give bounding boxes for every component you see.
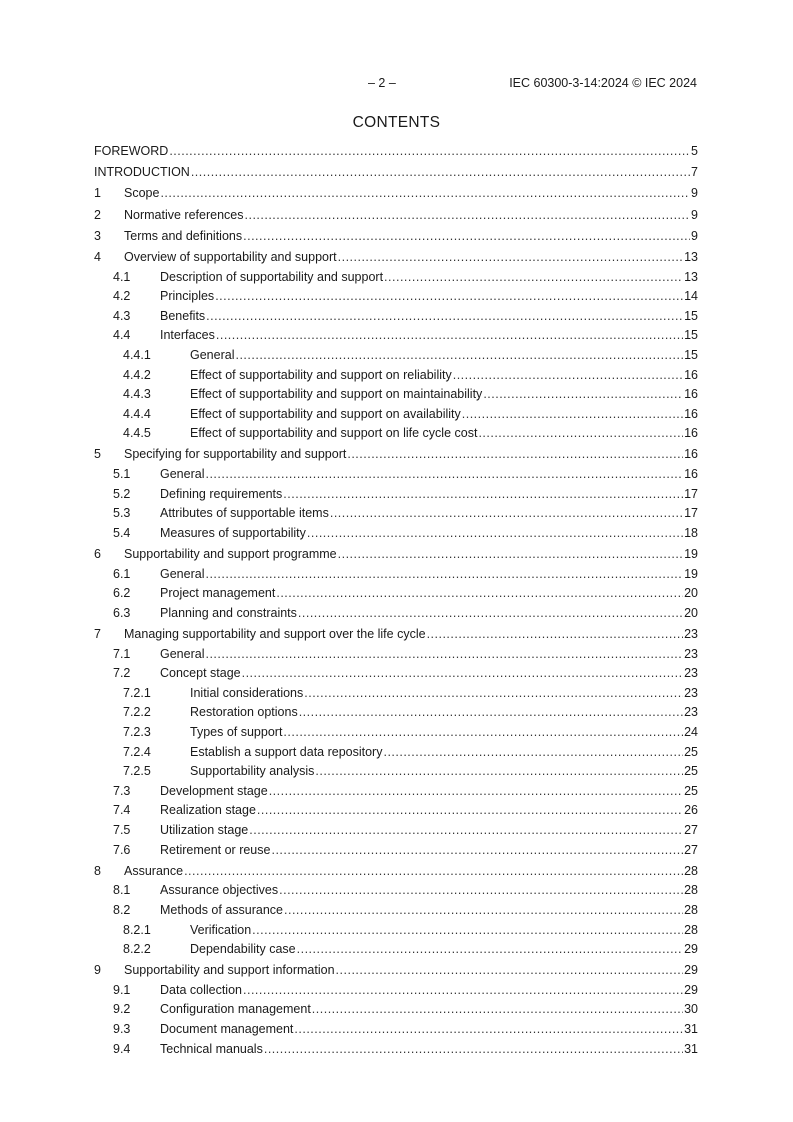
toc-entry-page: 13 — [684, 249, 698, 264]
toc-dot-leader — [312, 1002, 683, 1016]
toc-dot-leader — [257, 803, 683, 817]
toc-entry-page: 25 — [684, 764, 698, 779]
toc-entry-label: Effect of supportability and support on reliability — [190, 367, 452, 382]
toc-dot-leader — [269, 784, 683, 798]
toc-entry-page: 16 — [684, 387, 698, 402]
toc-entry-label: Supportability and support information — [124, 963, 335, 978]
toc-dot-leader — [299, 705, 683, 719]
page-header — [0, 76, 793, 92]
toc-entry-number: 5 — [94, 447, 101, 462]
toc-entry-label: General — [160, 467, 205, 482]
toc-dot-leader — [191, 165, 690, 179]
toc-entry-number: 7.2.2 — [123, 705, 151, 720]
toc-entry[interactable] — [94, 1022, 698, 1042]
toc-entry-page: 26 — [684, 803, 698, 818]
toc-dot-leader — [249, 823, 683, 837]
toc-entry-number: 8 — [94, 863, 101, 878]
toc-entry[interactable] — [94, 843, 698, 863]
toc-entry-page: 13 — [684, 269, 698, 284]
toc-entry[interactable] — [94, 289, 698, 309]
toc-entry-number: 5.4 — [113, 525, 131, 540]
toc-entry[interactable] — [94, 545, 698, 566]
toc-entry-page: 14 — [684, 289, 698, 304]
toc-dot-leader — [206, 309, 683, 323]
toc-entry-page: 23 — [684, 646, 698, 661]
toc-entry-label: Measures of supportability — [160, 525, 306, 540]
toc-dot-leader — [383, 745, 683, 759]
toc-entry-label: FOREWORD — [94, 144, 169, 158]
toc-entry-page: 23 — [684, 685, 698, 700]
toc-entry-label: Effect of supportability and support on availability — [190, 406, 461, 421]
toc-entry-label: Restoration options — [190, 705, 298, 720]
toc-entry[interactable] — [94, 705, 698, 725]
toc-entry-label: Data collection — [160, 982, 242, 997]
toc-dot-leader — [283, 487, 683, 501]
toc-dot-leader — [294, 1022, 683, 1036]
toc-dot-leader — [338, 547, 683, 561]
toc-entry-label: Normative references — [124, 207, 244, 222]
toc-dot-leader — [307, 526, 683, 540]
toc-entry[interactable] — [94, 862, 698, 883]
toc-dot-leader — [271, 843, 683, 857]
toc-entry-page: 16 — [684, 406, 698, 421]
toc-entry-label: Description of supportability and support — [160, 269, 384, 284]
toc-entry[interactable] — [94, 823, 698, 843]
toc-entry-number: 4.4.4 — [123, 406, 151, 421]
toc-entry-number: 4.4.1 — [123, 347, 151, 362]
toc-entry-page: 20 — [684, 586, 698, 601]
toc-entry-page: 20 — [684, 605, 698, 620]
toc-entry-label: Benefits — [160, 308, 206, 323]
toc-dot-leader — [336, 963, 684, 977]
toc-entry[interactable] — [94, 923, 698, 943]
toc-dot-leader — [264, 1042, 683, 1056]
toc-entry[interactable] — [94, 764, 698, 784]
toc-entry[interactable] — [94, 666, 698, 686]
toc-entry-page: 16 — [684, 367, 698, 382]
toc-entry[interactable] — [94, 164, 698, 185]
toc-dot-leader — [252, 923, 683, 937]
toc-entry-label: Document management — [160, 1022, 294, 1037]
toc-entry[interactable] — [94, 185, 698, 206]
toc-dot-leader — [215, 289, 683, 303]
toc-entry-label: Assurance — [124, 863, 184, 878]
toc-entry-label: Project management — [160, 586, 276, 601]
document-reference: IEC 60300-3-14:2024 © IEC 2024 — [509, 76, 697, 90]
toc-entry-page: 15 — [684, 347, 698, 362]
toc-entry-number: 7.4 — [113, 803, 131, 818]
toc-entry-number: 8.2.1 — [123, 922, 151, 937]
toc-entry-number: 8.2.2 — [123, 942, 151, 957]
toc-entry-label: INTRODUCTION — [94, 165, 190, 180]
toc-entry-label: Types of support — [190, 724, 283, 739]
toc-entry-label: Specifying for supportability and support — [124, 447, 347, 462]
toc-entry-page: 9 — [691, 186, 698, 201]
toc-entry-page: 29 — [684, 942, 698, 957]
page-number: – 2 – — [368, 76, 396, 90]
toc-entry-label: General — [190, 347, 235, 362]
toc-dot-leader — [347, 447, 683, 461]
toc-entry-label: General — [160, 566, 205, 581]
toc-entry-label: Utilization stage — [160, 822, 249, 837]
toc-entry-label: Effect of supportability and support on maintainability — [190, 387, 483, 402]
toc-entry-label: Principles — [160, 289, 215, 304]
toc-entry-page: 17 — [684, 486, 698, 501]
toc-entry-number: 7.6 — [113, 842, 131, 857]
toc-dot-leader — [384, 270, 683, 284]
toc-entry-number: 2 — [94, 207, 101, 222]
toc-entry-page: 16 — [684, 467, 698, 482]
toc-dot-leader — [297, 942, 683, 956]
toc-entry[interactable] — [94, 606, 698, 626]
toc-dot-leader — [304, 686, 683, 700]
toc-entry[interactable] — [94, 647, 698, 667]
toc-entry-number: 9 — [94, 963, 101, 978]
toc-entry-number: 7.2.5 — [123, 764, 151, 779]
toc-entry-number: 4 — [94, 249, 101, 264]
toc-entry-label: Realization stage — [160, 803, 256, 818]
toc-entry[interactable] — [94, 387, 698, 407]
toc-dot-leader — [205, 567, 683, 581]
toc-entry[interactable] — [94, 426, 698, 446]
toc-dot-leader — [279, 883, 683, 897]
toc-entry[interactable] — [94, 725, 698, 745]
toc-entry[interactable] — [94, 348, 698, 368]
toc-dot-leader — [338, 250, 683, 264]
toc-dot-leader — [315, 764, 683, 778]
toc-entry-page: 25 — [684, 744, 698, 759]
toc-entry[interactable] — [94, 227, 698, 248]
toc-entry[interactable] — [94, 309, 698, 329]
toc-entry-number: 4.4.3 — [123, 387, 151, 402]
toc-entry-label: Interfaces — [160, 328, 215, 343]
toc-entry[interactable] — [94, 903, 698, 923]
toc-entry-page: 15 — [684, 328, 698, 343]
toc-entry-number: 1 — [94, 186, 101, 201]
toc-entry[interactable] — [94, 942, 698, 962]
toc-entry-page: 16 — [684, 426, 698, 441]
toc-entry-number: 7.3 — [113, 783, 131, 798]
toc-entry-label: Effect of supportability and support on life cycle cost — [190, 426, 478, 441]
toc-dot-leader — [242, 666, 683, 680]
toc-entry[interactable] — [94, 803, 698, 823]
toc-entry-page: 28 — [684, 883, 698, 898]
toc-entry[interactable] — [94, 270, 698, 290]
toc-entry-number: 6.3 — [113, 605, 131, 620]
toc-entry[interactable] — [94, 487, 698, 507]
toc-entry-number: 6.1 — [113, 566, 131, 581]
toc-entry-label: Concept stage — [160, 666, 241, 681]
toc-entry[interactable] — [94, 745, 698, 765]
toc-entry-page: 24 — [684, 724, 698, 739]
toc-entry-label: Terms and definitions — [124, 228, 243, 243]
toc-entry[interactable] — [94, 784, 698, 804]
toc-entry[interactable] — [94, 526, 698, 546]
toc-entry-label: Assurance objectives — [160, 883, 279, 898]
toc-entry[interactable] — [94, 1002, 698, 1022]
toc-entry-page: 17 — [684, 506, 698, 521]
toc-entry-page: 23 — [684, 705, 698, 720]
toc-entry-number: 7.1 — [113, 646, 131, 661]
toc-entry-page: 23 — [684, 666, 698, 681]
toc-dot-leader — [453, 368, 683, 382]
toc-entry-page: 29 — [684, 982, 698, 997]
toc-entry-number: 9.3 — [113, 1022, 131, 1037]
toc-dot-leader — [160, 186, 690, 200]
toc-entry-label: Scope — [124, 186, 160, 201]
toc-entry[interactable] — [94, 328, 698, 348]
toc-entry[interactable] — [94, 686, 698, 706]
toc-entry-page: 31 — [684, 1022, 698, 1037]
toc-entry-page: 27 — [684, 822, 698, 837]
toc-dot-leader — [245, 208, 691, 222]
toc-entry-number: 4.4 — [113, 328, 131, 343]
toc-entry-page: 18 — [684, 525, 698, 540]
toc-entry-number: 7.2.4 — [123, 744, 151, 759]
toc-entry-page: 9 — [691, 207, 698, 222]
toc-entry-number: 4.4.2 — [123, 367, 151, 382]
toc-entry[interactable] — [94, 368, 698, 388]
toc-entry[interactable] — [94, 567, 698, 587]
toc-dot-leader — [216, 328, 683, 342]
toc-entry[interactable] — [94, 248, 698, 269]
table-of-contents — [94, 144, 698, 1061]
toc-entry[interactable] — [94, 983, 698, 1003]
toc-entry-label: Establish a support data repository — [190, 744, 383, 759]
toc-dot-leader — [243, 983, 683, 997]
toc-entry-page: 28 — [684, 863, 698, 878]
toc-dot-leader — [330, 506, 683, 520]
toc-entry[interactable] — [94, 467, 698, 487]
toc-dot-leader — [298, 606, 683, 620]
toc-entry-label: Technical manuals — [160, 1041, 263, 1056]
toc-entry[interactable] — [94, 506, 698, 526]
toc-dot-leader — [462, 407, 683, 421]
toc-entry[interactable] — [94, 883, 698, 903]
toc-entry-label: Initial considerations — [190, 685, 304, 700]
toc-entry[interactable] — [94, 144, 698, 164]
toc-entry[interactable] — [94, 1042, 698, 1062]
toc-entry-page: 31 — [684, 1041, 698, 1056]
toc-entry[interactable] — [94, 206, 698, 227]
toc-entry-label: Supportability analysis — [190, 764, 315, 779]
toc-dot-leader — [169, 144, 690, 158]
toc-entry[interactable] — [94, 446, 698, 467]
toc-entry-page: 28 — [684, 902, 698, 917]
toc-dot-leader — [205, 467, 683, 481]
toc-entry-page: 23 — [684, 627, 698, 641]
toc-entry-label: General — [160, 646, 205, 661]
toc-dot-leader — [243, 229, 690, 243]
toc-entry-number: 4.2 — [113, 289, 131, 304]
toc-entry-number: 5.1 — [113, 467, 131, 482]
toc-dot-leader — [478, 426, 683, 440]
toc-entry-page: 28 — [684, 922, 698, 937]
toc-entry-label: Defining requirements — [160, 486, 283, 501]
toc-entry[interactable] — [94, 586, 698, 606]
toc-dot-leader — [184, 864, 683, 878]
toc-dot-leader — [235, 348, 683, 362]
toc-dot-leader — [276, 586, 683, 600]
toc-entry-number: 5.2 — [113, 486, 131, 501]
toc-entry-number: 9.1 — [113, 982, 131, 997]
toc-entry-number: 5.3 — [113, 506, 131, 521]
toc-entry-number: 8.1 — [113, 883, 131, 898]
toc-dot-leader — [205, 647, 683, 661]
toc-entry-page: 29 — [684, 963, 698, 978]
toc-entry[interactable] — [94, 407, 698, 427]
contents-title: CONTENTS — [352, 114, 441, 131]
toc-entry-page: 19 — [684, 547, 698, 562]
toc-entry-label: Managing supportability and support over the life cycle — [124, 627, 426, 641]
toc-entry-page: 7 — [691, 165, 698, 180]
toc-entry-number: 8.2 — [113, 902, 131, 917]
toc-entry-page: 30 — [684, 1002, 698, 1017]
toc-entry-label: Dependability case — [190, 942, 296, 957]
toc-dot-leader — [427, 627, 684, 641]
toc-entry-page: 5 — [691, 144, 698, 158]
toc-entry[interactable] — [94, 625, 698, 646]
toc-entry-label: Retirement or reuse — [160, 842, 271, 857]
toc-dot-leader — [284, 903, 683, 917]
toc-entry-page: 15 — [684, 308, 698, 323]
toc-entry-page: 16 — [684, 447, 698, 462]
toc-entry-number: 7.5 — [113, 822, 131, 837]
toc-entry-label: Methods of assurance — [160, 902, 283, 917]
toc-entry-label: Supportability and support programme — [124, 547, 337, 562]
toc-entry-number: 6 — [94, 547, 101, 562]
toc-entry-number: 3 — [94, 228, 101, 243]
toc-entry-page: 27 — [684, 842, 698, 857]
toc-entry[interactable] — [94, 962, 698, 983]
toc-entry-number: 7 — [94, 627, 101, 641]
toc-entry-label: Attributes of supportable items — [160, 506, 329, 521]
toc-entry-number: 6.2 — [113, 586, 131, 601]
toc-entry-label: Development stage — [160, 783, 268, 798]
toc-entry-number: 7.2.3 — [123, 724, 151, 739]
toc-entry-number: 9.4 — [113, 1041, 131, 1056]
toc-entry-page: 25 — [684, 783, 698, 798]
toc-entry-page: 9 — [691, 228, 698, 243]
toc-entry-number: 9.2 — [113, 1002, 131, 1017]
toc-dot-leader — [483, 387, 683, 401]
toc-entry-page: 19 — [684, 566, 698, 581]
toc-entry-label: Overview of supportability and support — [124, 249, 337, 264]
toc-entry-label: Planning and constraints — [160, 605, 297, 620]
toc-entry-label: Verification — [190, 922, 252, 937]
toc-entry-number: 7.2 — [113, 666, 131, 681]
toc-entry-number: 4.1 — [113, 269, 131, 284]
toc-entry-label: Configuration management — [160, 1002, 311, 1017]
toc-entry-number: 7.2.1 — [123, 685, 151, 700]
toc-dot-leader — [283, 725, 683, 739]
toc-entry-number: 4.4.5 — [123, 426, 151, 441]
toc-entry-number: 4.3 — [113, 308, 131, 323]
